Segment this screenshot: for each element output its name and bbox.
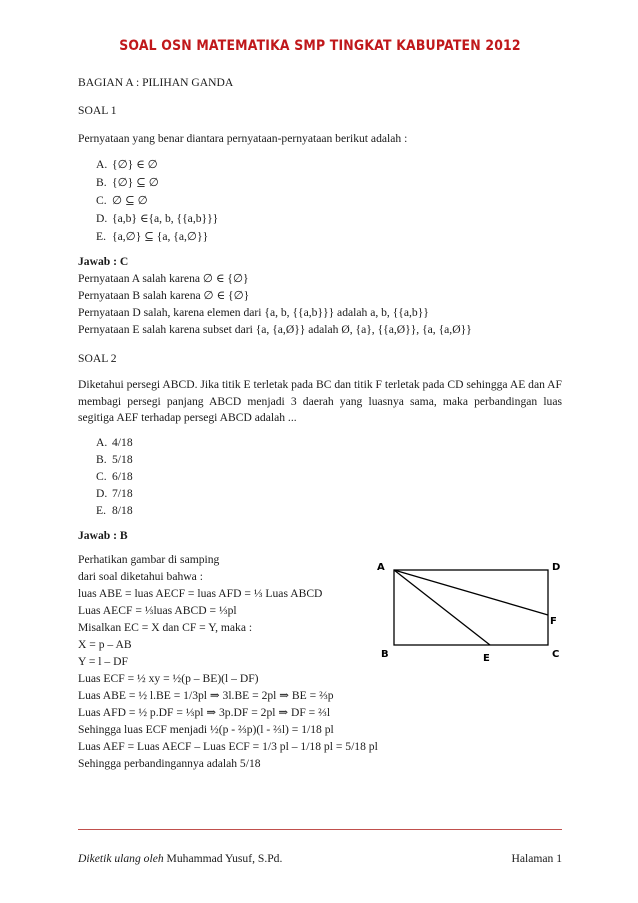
label-b: B — [381, 649, 389, 660]
option-text: ∅ ⊆ ∅ — [112, 194, 148, 207]
label-f: F — [550, 616, 557, 627]
soal2-option — [96, 504, 133, 518]
section-heading: BAGIAN A : PILIHAN GANDA — [78, 76, 234, 89]
soal1-explanation-line: Pernyataan B salah karena ∅ ∈ {∅} — [78, 289, 250, 302]
soal1-explanation-line: Pernyataan A salah karena ∅ ∈ {∅} — [78, 272, 249, 285]
option-text: 6/18 — [112, 470, 133, 483]
solution-line: Luas AEF = Luas AECF – Luas ECF = 1/3 pl – 1/18 pl = 5/18 pl — [78, 740, 378, 753]
segment-af — [394, 570, 548, 615]
solution-line: luas ABE = luas AECF = luas AFD = ⅓ Luas ABCD — [78, 587, 323, 600]
option-letter: E. — [96, 230, 106, 243]
option-text: 4/18 — [112, 436, 133, 449]
label-e: E — [483, 653, 490, 664]
option-text: 8/18 — [112, 504, 133, 517]
soal1-option — [96, 230, 208, 244]
option-text: 7/18 — [112, 487, 133, 500]
option-text: {∅} ∈ ∅ — [112, 158, 158, 171]
option-letter: B. — [96, 453, 107, 466]
option-text: 5/18 — [112, 453, 133, 466]
soal2-option — [96, 487, 133, 501]
solution-line: Luas AECF = ⅓luas ABCD = ⅓pl — [78, 604, 237, 617]
option-letter: B. — [96, 176, 107, 189]
option-text: {a,∅} ⊆ {a, {a,∅}} — [112, 230, 209, 243]
soal2-option — [96, 470, 133, 484]
soal1-option — [96, 194, 148, 208]
option-letter: A. — [96, 436, 108, 449]
soal2-answer: Jawab : B — [78, 529, 128, 542]
rectangle-diagram — [370, 556, 565, 664]
soal2-question: Diketahui persegi ABCD. Jika titik E terletak pada BC dan titik F terletak pada CD sehingga AE dan AF membagi persegi panjang ABCD menjadi 3 daerah yang luasnya sama, maka perbandingan luas segitiga AEF terhadap persegi ABCD adalah ... — [78, 378, 562, 424]
label-d: D — [552, 562, 561, 573]
soal2-option — [96, 436, 133, 450]
soal1-question: Pernyataan yang benar diantara pernyataan-pernyataan berikut adalah : — [78, 132, 408, 145]
option-letter: E. — [96, 504, 106, 517]
solution-line: Misalkan EC = X dan CF = Y, maka : — [78, 621, 253, 634]
option-letter: A. — [96, 158, 108, 171]
soal1-label: SOAL 1 — [78, 104, 117, 117]
rectangle-abcd — [394, 570, 548, 645]
solution-line: Sehingga luas ECF menjadi ½(p - ⅔p)(l - ⅔l) = 1/18 pl — [78, 723, 334, 736]
footer-rule — [78, 829, 562, 830]
option-letter: D. — [96, 487, 108, 500]
page-number: Halaman 1 — [511, 852, 562, 865]
footer-credit — [78, 852, 282, 865]
footer-credit-label: Diketik ulang oleh — [78, 852, 164, 865]
soal2-label: SOAL 2 — [78, 352, 117, 365]
soal1-explanation-line: Pernyataan D salah, karena elemen dari {a, b, {{a,b}}} adalah a, b, {{a,b}} — [78, 306, 429, 319]
soal1-option — [96, 212, 218, 226]
solution-line: Sehingga perbandingannya adalah 5/18 — [78, 757, 261, 770]
page-title: SOAL OSN MATEMATIKA SMP TINGKAT KABUPATEN 2012 — [119, 38, 521, 54]
option-letter: C. — [96, 470, 107, 483]
solution-line: Luas ABE = ½ l.BE = 1/3pl ⇒ 3l.BE = 2pl ⇒ BE = ⅔p — [78, 689, 334, 702]
footer-author: Muhammad Yusuf, S.Pd. — [163, 852, 283, 865]
soal1-answer: Jawab : C — [78, 255, 129, 268]
option-letter: C. — [96, 194, 107, 207]
solution-line: X = p – AB — [78, 638, 132, 651]
solution-line: Perhatikan gambar di samping — [78, 553, 220, 566]
soal1-option — [96, 176, 159, 190]
option-letter: D. — [96, 212, 108, 225]
solution-line: dari soal diketahui bahwa : — [78, 570, 203, 583]
segment-ae — [394, 570, 490, 645]
soal2-option — [96, 453, 133, 467]
option-text: {a,b} ∈{a, b, {{a,b}}} — [112, 212, 219, 225]
option-text: {∅} ⊆ ∅ — [112, 176, 159, 189]
solution-line: Luas ECF = ½ xy = ½(p – BE)(l – DF) — [78, 672, 259, 685]
solution-line: Luas AFD = ½ p.DF = ⅓pl ⇒ 3p.DF = 2pl ⇒ DF = ⅔l — [78, 706, 331, 719]
label-a: A — [377, 562, 385, 573]
solution-line: Y = l – DF — [78, 655, 128, 668]
soal1-explanation-line: Pernyataan E salah karena subset dari {a, {a,Ø}} adalah Ø, {a}, {{a,Ø}}, {a, {a,Ø}} — [78, 323, 472, 336]
label-c: C — [552, 649, 560, 660]
soal1-option — [96, 158, 158, 172]
